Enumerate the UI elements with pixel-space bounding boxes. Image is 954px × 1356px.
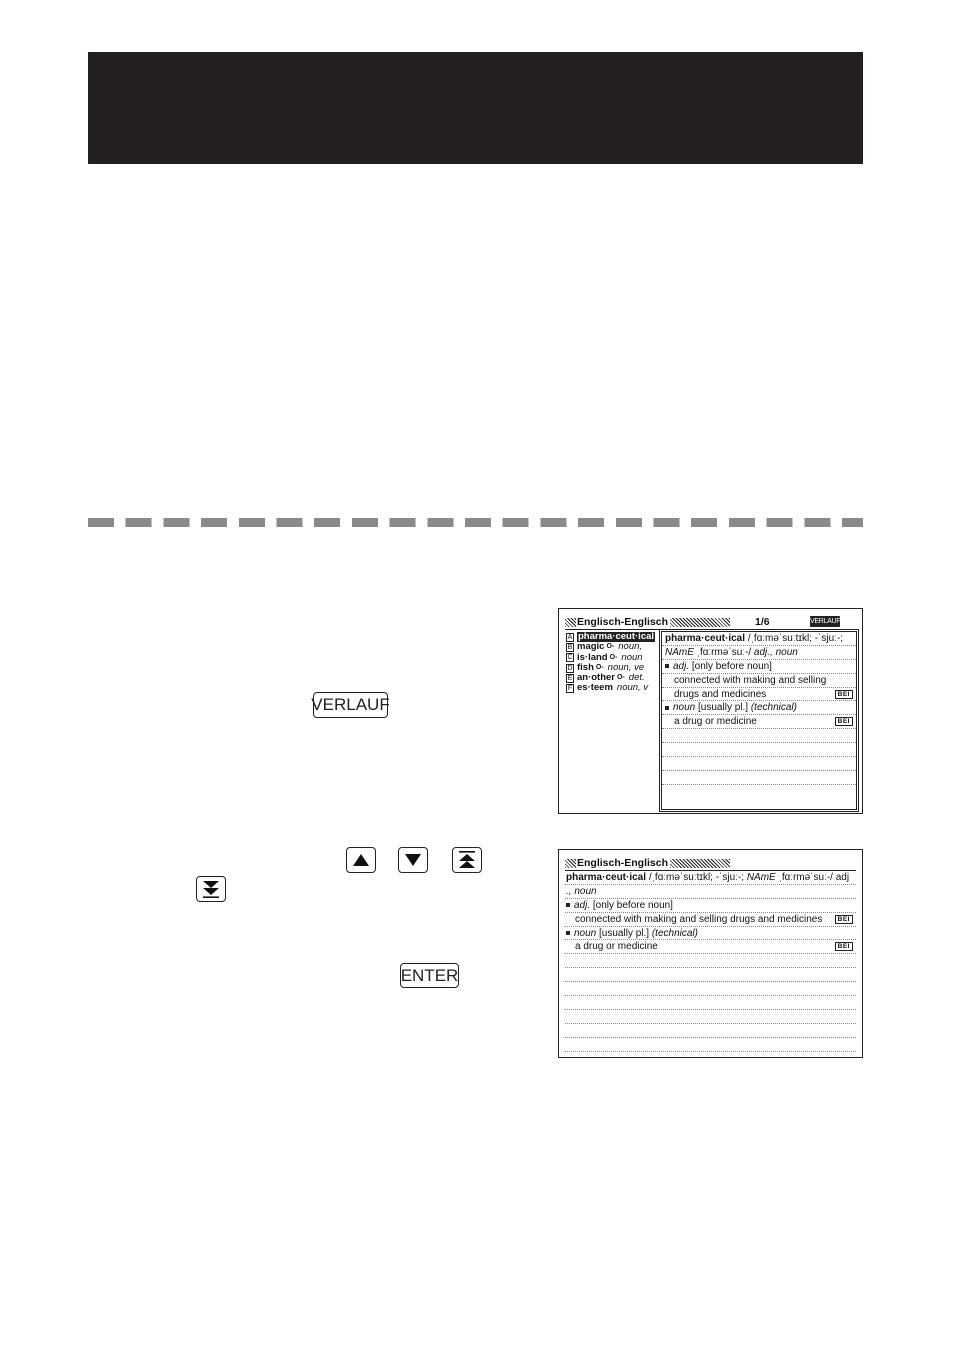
entry-pronunciation: /ˌfɑːməˈsuːtɪkl; -ˈsjuː-; <box>747 633 844 644</box>
entry-pronunciation: ˌfɑːrməˈsuː-/ adj <box>778 872 850 883</box>
sense-pos: noun <box>574 927 597 939</box>
dictionary-title: Englisch-Englisch <box>577 857 669 869</box>
page-up-icon <box>459 851 475 869</box>
history-list <box>566 632 662 694</box>
sense-definition: connected with making and selling drugs and medicines <box>575 913 823 925</box>
dictionary-history-screen <box>558 608 863 814</box>
history-pos: noun, <box>618 642 643 653</box>
page-down-icon <box>203 880 219 898</box>
empty-line <box>565 954 856 968</box>
history-pos: noun, ve <box>607 662 645 673</box>
hatch-decoration <box>565 859 576 868</box>
history-item[interactable] <box>566 663 662 673</box>
empty-line <box>565 1038 856 1052</box>
enter-key-label: ENTER <box>400 965 459 985</box>
up-arrow-icon <box>353 854 369 866</box>
history-letter: F <box>567 685 573 693</box>
title-underline <box>565 629 856 630</box>
header-bar <box>88 52 863 164</box>
key-symbol: O- <box>617 674 625 682</box>
history-item[interactable] <box>566 683 662 693</box>
entry-line <box>565 940 856 954</box>
sense-pos: adj. <box>574 899 591 911</box>
bei-badge: BEI <box>835 690 853 699</box>
history-item[interactable] <box>566 653 662 663</box>
history-letter: C <box>567 654 573 662</box>
history-letter: A <box>567 633 573 641</box>
entry-line <box>565 913 856 927</box>
screen-title-row <box>565 857 856 869</box>
bullet-icon <box>665 706 669 710</box>
entry-pos: ., noun <box>566 885 597 897</box>
down-arrow-key <box>398 847 428 873</box>
history-item[interactable] <box>566 642 662 652</box>
bei-badge: BEI <box>835 915 853 924</box>
entry-name-label: NAmE <box>665 646 694 658</box>
bullet-icon <box>566 903 570 907</box>
entry-line <box>565 899 856 913</box>
sense-definition: connected with making and selling <box>674 674 827 686</box>
key-symbol: O- <box>609 653 618 661</box>
sense-pos: adj. <box>673 660 690 672</box>
empty-line <box>565 982 856 996</box>
dashed-divider <box>88 518 863 527</box>
sense-note: [only before noun] <box>592 899 673 911</box>
entry-name-label: NAmE <box>746 872 776 883</box>
history-pos: noun, v <box>616 683 649 694</box>
history-letter: E <box>567 674 573 682</box>
entry-line <box>662 715 856 729</box>
sense-definition: a drug or medicine <box>575 941 658 953</box>
entry-body <box>565 871 856 1052</box>
entry-line <box>565 927 856 941</box>
key-symbol: O- <box>606 643 615 651</box>
hatch-decoration <box>565 618 576 627</box>
history-letter: D <box>567 664 573 672</box>
entry-line <box>662 646 856 660</box>
sense-register: (technical) <box>651 927 698 939</box>
empty-line <box>662 729 856 743</box>
page-up-key <box>452 847 482 873</box>
history-item[interactable] <box>566 632 662 642</box>
sense-pos: noun <box>673 702 696 714</box>
bei-badge: BEI <box>835 942 853 951</box>
hatch-decoration <box>670 859 730 868</box>
entry-line <box>662 701 856 715</box>
sense-definition: drugs and medicines <box>674 688 767 700</box>
hatch-decoration <box>670 618 730 627</box>
verlauf-key <box>313 692 388 718</box>
history-word: an·other <box>577 673 615 684</box>
history-word: is·land <box>577 652 608 663</box>
history-word: pharma·ceut·ical <box>578 632 655 642</box>
empty-line <box>565 968 856 982</box>
bullet-icon <box>665 664 669 668</box>
page-indicator: 1/6 <box>755 616 770 628</box>
entry-line <box>662 688 856 702</box>
sense-definition: a drug or medicine <box>674 716 757 728</box>
sense-note: [only before noun] <box>691 660 772 672</box>
entry-line <box>565 885 856 899</box>
verlauf-badge: VERLAUF <box>810 618 841 625</box>
empty-line <box>662 771 856 785</box>
history-item[interactable] <box>566 673 662 683</box>
sense-note: [usually pl.] <box>599 927 650 939</box>
screen-title-row <box>565 616 856 628</box>
key-symbol: O- <box>595 663 604 671</box>
history-pos: noun <box>621 652 643 663</box>
entry-line <box>662 632 856 646</box>
sense-register: (technical) <box>750 702 797 714</box>
entry-headword: pharma·ceut·ical <box>665 633 746 644</box>
entry-pronunciation: /ˌfɑːməˈsuːtɪkl; -ˈsjuː-; <box>648 872 745 883</box>
history-pos: det. <box>628 673 645 684</box>
empty-line <box>662 743 856 757</box>
page-down-key <box>196 876 226 902</box>
down-arrow-icon <box>405 854 421 866</box>
sense-note: [usually pl.] <box>698 702 749 714</box>
entry-headword: pharma·ceut·ical <box>566 872 647 883</box>
history-word: es·teem <box>577 683 613 694</box>
empty-line <box>662 785 856 799</box>
dictionary-entry-screen <box>558 849 863 1058</box>
entry-pronunciation: ˌfɑːrməˈsuː-/ <box>696 646 752 658</box>
entry-line <box>565 871 856 885</box>
enter-key <box>400 963 459 988</box>
entry-line <box>662 660 856 674</box>
history-word: magic <box>577 642 605 653</box>
entry-line <box>662 674 856 688</box>
history-word: fish <box>577 662 594 673</box>
dictionary-title: Englisch-Englisch <box>577 616 669 628</box>
history-letter: B <box>567 643 573 651</box>
verlauf-key-label: VERLAUF <box>311 695 390 714</box>
bei-badge: BEI <box>835 717 853 726</box>
up-arrow-key <box>346 847 376 873</box>
empty-line <box>565 996 856 1010</box>
empty-line <box>565 1010 856 1024</box>
empty-line <box>565 1024 856 1038</box>
preview-popup <box>661 631 857 810</box>
entry-pos: adj., noun <box>753 646 798 658</box>
bullet-icon <box>566 931 570 935</box>
empty-line <box>662 757 856 771</box>
